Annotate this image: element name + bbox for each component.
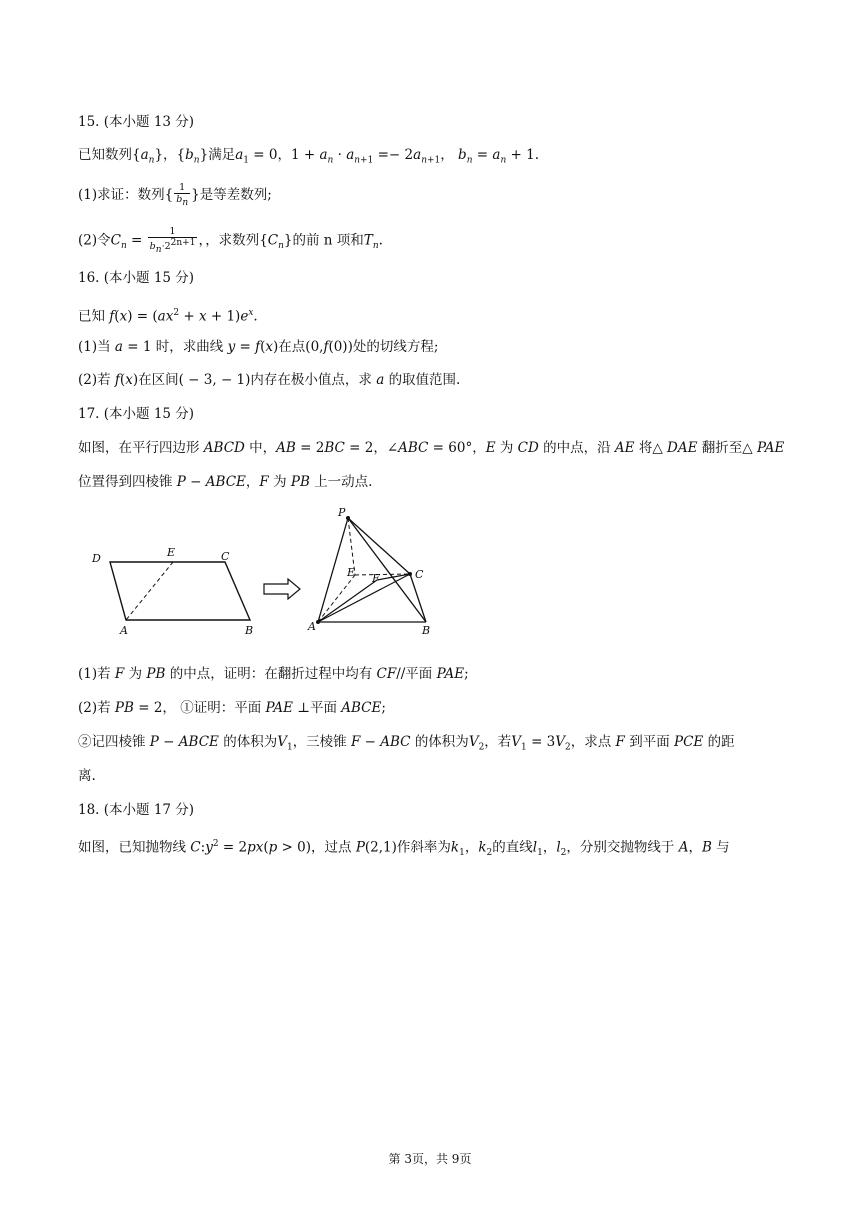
q15-intro: 已知数列$\{a_n\}$，$\{b_n\}$满足$a_1 = 0$，$1 + a_n \cdot a_{n+1} =- 2a_{n+1}$， $b_n = a_n + 1$.	[78, 147, 540, 166]
pyramid-figure	[307, 506, 430, 637]
q16-header: 16. (本小题 15 分)	[78, 270, 195, 286]
q17-part2-sub2-cont: 离.	[78, 768, 96, 784]
label-B: B	[245, 624, 254, 637]
label-A2: A	[308, 620, 316, 633]
label-P: P	[338, 506, 346, 519]
q17-figure	[80, 502, 480, 642]
q15-header: 15. (本小题 13 分)	[78, 114, 195, 130]
q17-line2: 位置得到四棱锥 P − ABCE，F 为 PB 上一动点.	[78, 474, 373, 490]
q17-header: 17. (本小题 15 分)	[78, 406, 195, 422]
label-C: C	[221, 550, 230, 563]
q17-part2-sub2: ②记四棱锥 P − ABCE 的体积为$V_1$，三棱锥 F − ABC 的体积为$V_2$，若$V_1 = 3V_2$，求点 F 到平面 PCE 的距	[78, 734, 735, 753]
page-footer: 第 3页，共 9页	[388, 1152, 472, 1166]
label-B2: B	[422, 624, 431, 637]
parallelogram-figure	[91, 546, 253, 637]
label-E: E	[167, 546, 176, 559]
label-A: A	[120, 624, 128, 637]
label-F: F	[372, 572, 380, 585]
label-D: D	[92, 552, 101, 565]
q15-part2: (2)令$C_n$ = $\frac{1}{b_n\cdot 2^{2n+1}}$ ，，求数列$\{C_n\}$的前 n 项和$T_n$.	[78, 226, 383, 256]
q16-part2: (2)若 f(x)在区间( − 3, − 1)内存在极小值点，求 a 的取值范围.	[78, 372, 461, 388]
q16-part1: (1)当 a = 1 时，求曲线 y = f(x)在点(0,f(0))处的切线方程;	[78, 339, 439, 355]
q18-line1: 如图，已知抛物线 $C:y^2 = 2px(p > 0)$，过点 P(2,1)作斜率为$k_1$，$k_2$的直线$l_1$，$l_2$，分别交抛物线于 A，B 与	[78, 839, 730, 859]
q17-part2: (2)若 PB = 2， ①证明：平面 PAE ⊥平面 ABCE;	[78, 700, 386, 716]
q18-header: 18. (本小题 17 分)	[78, 802, 195, 818]
q16-intro: 已知 $f(x) = (ax^2 + x + 1)e^x$.	[78, 308, 258, 325]
label-E2: E	[347, 566, 356, 579]
q17-part1: (1)若 F 为 PB 的中点，证明：在翻折过程中均有 CF//平面 PAE;	[78, 666, 469, 682]
q17-line1: 如图，在平行四边形 ABCD 中，AB = 2BC = 2，∠ABC = 60°，E 为 CD 的中点，沿 AE 将△ DAE 翻折至△ PAE	[78, 440, 785, 456]
label-C2: C	[415, 568, 424, 581]
q15-part1: (1)求证：数列{ $\frac{1}{b_n}$ }是等差数列;	[78, 182, 272, 208]
right-arrow-icon	[264, 579, 300, 599]
